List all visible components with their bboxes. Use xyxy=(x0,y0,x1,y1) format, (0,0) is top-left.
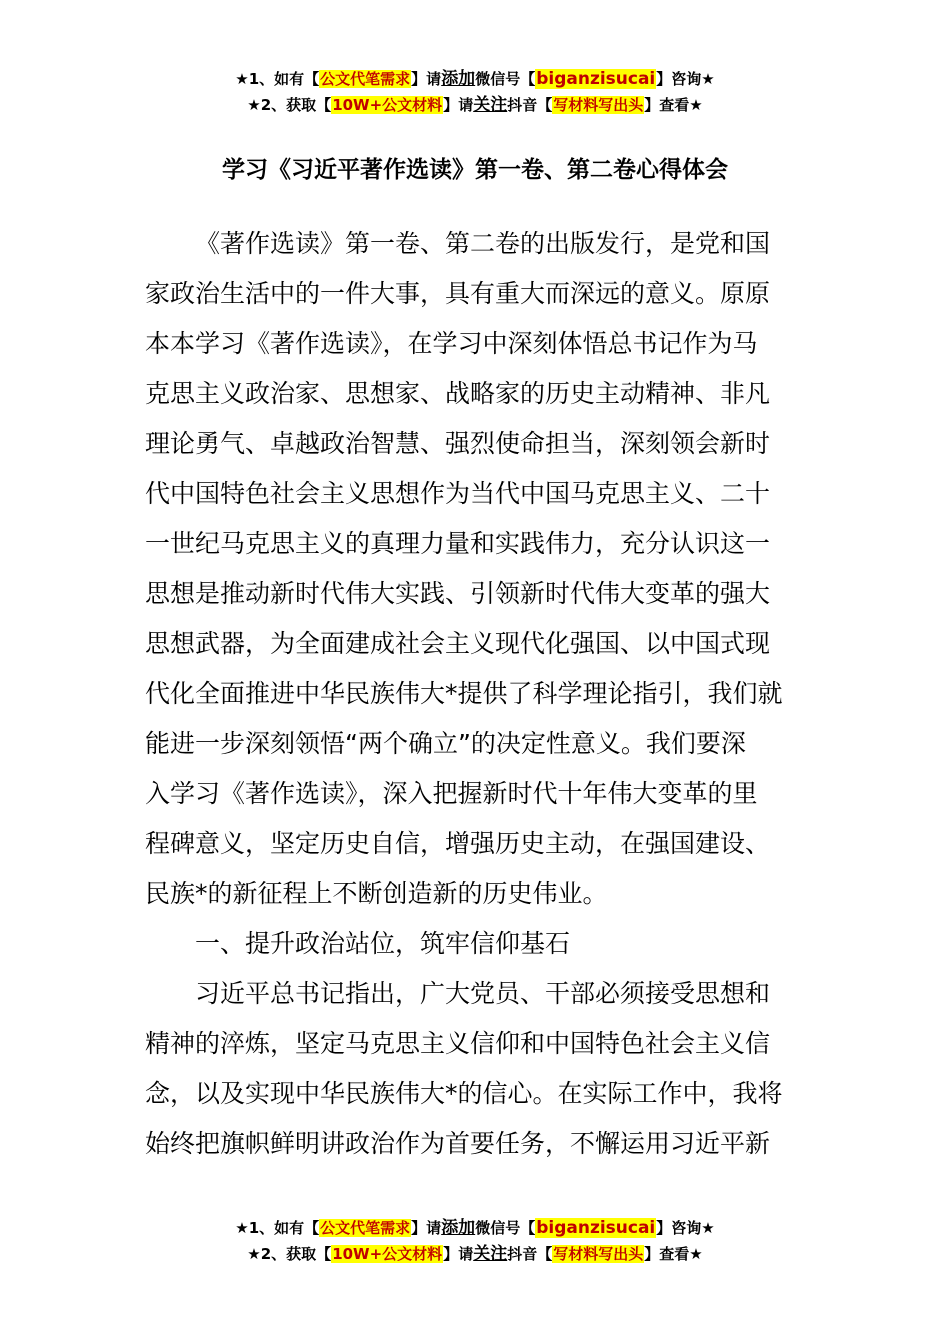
promo-text: 抖音【 xyxy=(507,96,553,114)
star-icon: ★ xyxy=(247,96,261,114)
promo-text: 微信号【 xyxy=(475,1219,536,1237)
paragraph-line: 克思主义政治家、思想家、战略家的历史主动精神、非凡 xyxy=(145,379,771,408)
paragraph-line: 程碑意义，坚定历史自信，增强历史主动，在强国建设、 xyxy=(145,829,771,858)
star-icon: ★ xyxy=(235,70,249,88)
promo-text: 2、获取【 xyxy=(260,96,332,114)
promo-text: 抖音【 xyxy=(507,1245,553,1263)
star-icon: ★ xyxy=(701,1219,715,1237)
promo-text: 2、获取【 xyxy=(260,1245,332,1263)
douyin-highlight: 写材料写出头 xyxy=(553,1245,644,1263)
wechat-id-highlight: biganzisucai xyxy=(536,1218,656,1238)
promo-line-1 xyxy=(0,1215,950,1241)
promo-highlight: 10W+公文材料 xyxy=(332,96,443,114)
footer-promo xyxy=(0,1215,950,1267)
promo-text: 】查看 xyxy=(644,96,690,114)
promo-text: 】请 xyxy=(411,1219,442,1237)
promo-emphasis: 添加 xyxy=(441,1218,476,1238)
paragraph-line: 家政治生活中的一件大事，具有重大而深远的意义。原原 xyxy=(145,279,771,308)
paragraph-line: 念，以及实现中华民族伟大*的信心。在实际工作中，我将 xyxy=(145,1079,783,1108)
paragraph-line: 入学习《著作选读》，深入把握新时代十年伟大变革的里 xyxy=(145,779,758,808)
promo-text: 1、如有【 xyxy=(248,1219,320,1237)
star-icon: ★ xyxy=(689,96,703,114)
star-icon: ★ xyxy=(247,1245,261,1263)
promo-highlight: 公文代笔需求 xyxy=(320,70,411,88)
document-title: 学习《习近平著作选读》第一卷、第二卷心得体会 xyxy=(222,157,728,183)
promo-highlight: 公文代笔需求 xyxy=(320,1219,411,1237)
promo-line-2 xyxy=(0,92,950,118)
paragraph-line: 思想武器，为全面建成社会主义现代化强国、以中国式现 xyxy=(145,629,771,658)
promo-text: 微信号【 xyxy=(475,70,536,88)
promo-text: 1、如有【 xyxy=(248,70,320,88)
star-icon: ★ xyxy=(689,1245,703,1263)
promo-emphasis: 关注 xyxy=(473,1244,508,1264)
paragraph-line: 始终把旗帜鲜明讲政治作为首要任务，不懈运用习近平新 xyxy=(145,1129,771,1158)
promo-text: 】请 xyxy=(443,1245,474,1263)
paragraph-line: 本本学习《著作选读》，在学习中深刻体悟总书记作为马 xyxy=(145,329,758,358)
promo-emphasis: 添加 xyxy=(441,69,476,89)
promo-text: 】咨询 xyxy=(656,70,702,88)
douyin-highlight: 写材料写出头 xyxy=(553,96,644,114)
paragraph-line: 思想是推动新时代伟大实践、引领新时代伟大变革的强大 xyxy=(145,579,771,608)
paragraph-line: 民族*的新征程上不断创造新的历史伟业。 xyxy=(145,879,608,908)
promo-text: 】请 xyxy=(443,96,474,114)
wechat-id-highlight: biganzisucai xyxy=(536,69,656,89)
paragraph-line: 代中国特色社会主义思想作为当代中国马克思主义、二十 xyxy=(145,479,771,508)
star-icon: ★ xyxy=(235,1219,249,1237)
promo-highlight: 10W+公文材料 xyxy=(332,1245,443,1263)
promo-emphasis: 关注 xyxy=(473,95,508,115)
promo-text: 】查看 xyxy=(644,1245,690,1263)
paragraph-line: 一世纪马克思主义的真理力量和实践伟力，充分认识这一 xyxy=(145,529,771,558)
header-promo xyxy=(0,66,950,118)
promo-text: 】请 xyxy=(411,70,442,88)
paragraph-line: 能进一步深刻领悟“两个确立”的决定性意义。我们要深 xyxy=(145,729,746,758)
promo-text: 】咨询 xyxy=(656,1219,702,1237)
promo-line-2 xyxy=(0,1241,950,1267)
section-heading: 一、提升政治站位，筑牢信仰基石 xyxy=(195,929,571,958)
document-body xyxy=(145,219,805,1169)
paragraph-line: 精神的淬炼，坚定马克思主义信仰和中国特色社会主义信 xyxy=(145,1029,771,1058)
paragraph-line: 《著作选读》第一卷、第二卷的出版发行，是党和国 xyxy=(195,229,771,258)
promo-line-1 xyxy=(0,66,950,92)
paragraph-line: 理论勇气、卓越政治智慧、强烈使命担当，深刻领会新时 xyxy=(145,429,771,458)
paragraph-line: 代化全面推进中华民族伟大*提供了科学理论指引，我们就 xyxy=(145,679,783,708)
paragraph-line: 习近平总书记指出，广大党员、干部必须接受思想和 xyxy=(195,979,771,1008)
star-icon: ★ xyxy=(701,70,715,88)
